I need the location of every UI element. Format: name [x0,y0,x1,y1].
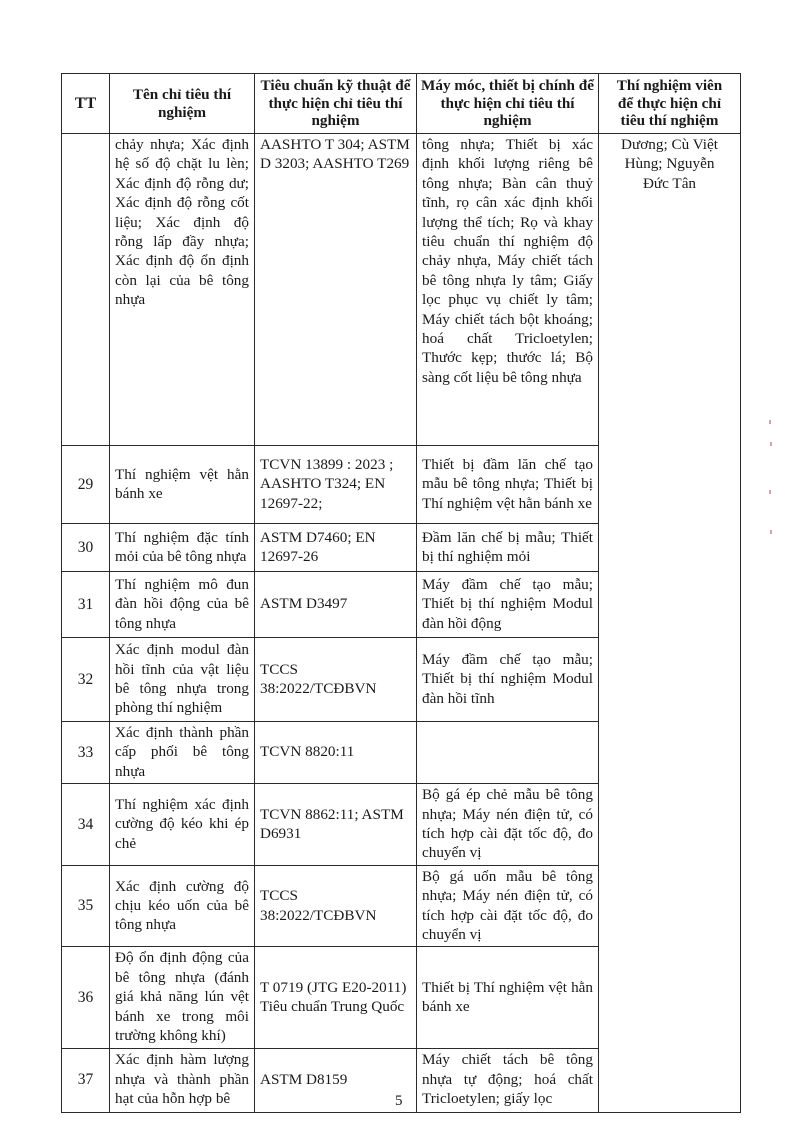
equipment: Thiết bị Thí nghiệm vệt hằn bánh xe [417,947,599,1048]
equipment: Bộ gá ép chẻ mẫu bê tông nhựa; Máy nén điện tử, có tích hợp cài đặt tốc độ, đo chuyển vị [417,784,599,866]
row-number: 33 [62,722,110,784]
row-number: 32 [62,638,110,722]
test-name: Thí nghiệm đặc tính mỏi của bê tông nhựa [110,524,255,572]
standard: ASTM D8159 [255,1048,417,1112]
equipment: Đầm lăn chế bị mẫu; Thiết bị thí nghiệm mỏi [417,524,599,572]
test-name: Xác định hàm lượng nhựa và thành phần hạt của hỗn hợp bê [110,1048,255,1112]
equipment: Máy đầm chế tạo mẫu; Thiết bị thí nghiệm Modul đàn hồi tĩnh [417,638,599,722]
row-number: 35 [62,865,110,947]
test-name: Xác định cường độ chịu kéo uốn của bê tông nhựa [110,865,255,947]
header-standard: Tiêu chuẩn kỹ thuật để thực hiện chỉ tiêu thí nghiệm [255,74,417,134]
row-number: 30 [62,524,110,572]
test-name: Thí nghiệm xác định cường độ kéo khi ép chẻ [110,784,255,866]
row-number: 36 [62,947,110,1048]
page-number: 5 [395,1093,403,1109]
test-name: Độ ổn định động của bê tông nhựa (đánh giá khả năng lún vệt bánh xe trong môi trường không khí) [110,947,255,1048]
test-name: Thí nghiệm vệt hằn bánh xe [110,446,255,524]
table-header-row [62,74,741,134]
equipment: Máy chiết tách bê tông nhựa tự động; hoá chất Tricloetylen; giấy lọc [417,1048,599,1112]
margin-specks [768,420,774,540]
test-name: Xác định modul đàn hồi tĩnh của vật liệu bê tông nhựa trong phòng thí nghiệm [110,638,255,722]
header-tt: TT [62,74,110,134]
equipment: Thiết bị đầm lăn chế tạo mẫu bê tông nhựa; Thiết bị Thí nghiệm vệt hằn bánh xe [417,446,599,524]
standard: ASTM D3497 [255,572,417,638]
standard: TCVN 13899 : 2023 ; AASHTO T324; EN 12697-22; [255,446,417,524]
standard: TCVN 8862:11; ASTM D6931 [255,784,417,866]
test-name: Xác định thành phần cấp phối bê tông nhựa [110,722,255,784]
equipment: Bộ gá uốn mẫu bê tông nhựa; Máy nén điện tử, có tích hợp cài đặt tốc độ, đo chuyển vị [417,865,599,947]
row-number [62,134,110,446]
row-number: 31 [62,572,110,638]
header-staff: Thí nghiệm viên để thực hiện chỉ tiêu thí nghiệm [599,74,741,134]
standard: TCCS 38:2022/TCĐBVN [255,638,417,722]
row-number: 37 [62,1048,110,1112]
staff: Dương; Cù Việt Hùng; Nguyễn Đức Tân [599,134,741,1113]
row-number: 34 [62,784,110,866]
equipment: tông nhựa; Thiết bị xác định khối lượng riêng bê tông nhựa; Bàn cân thuỷ tĩnh, rọ cân xác định khối lượng thể tích; Rọ và khay tiêu chuẩn thí nghiệm độ chảy nhựa, Máy chiết tách bê tông nhựa ly tâm; Giấy lọc phục vụ chiết ly tâm; Máy chiết tách bột khoáng; hoá chất Tricloetylen; Thước kẹp; thước lá; Bộ sàng cốt liệu bê tông nhựa [417,134,599,446]
standard: TCVN 8820:11 [255,722,417,784]
equipment [417,722,599,784]
row-number: 29 [62,446,110,524]
equipment: Máy đầm chế tạo mẫu; Thiết bị thí nghiệm Modul đàn hồi động [417,572,599,638]
standard: ASTM D7460; EN 12697-26 [255,524,417,572]
standard: T 0719 (JTG E20-2011) Tiêu chuẩn Trung Quốc [255,947,417,1048]
test-name: chảy nhựa; Xác định hệ số độ chặt lu lèn; Xác định độ rỗng dư; Xác định độ rỗng cốt liệu; Xác định độ rỗng lấp đầy nhựa; Xác định độ ổn định còn lại của bê tông nhựa [110,134,255,446]
test-criteria-table [61,73,741,1113]
table-row [62,134,741,446]
standard: TCCS 38:2022/TCĐBVN [255,865,417,947]
test-name: Thí nghiệm mô đun đàn hồi động của bê tông nhựa [110,572,255,638]
header-test-name: Tên chỉ tiêu thí nghiệm [110,74,255,134]
standard: AASHTO T 304; ASTM D 3203; AASHTO T269 [255,134,417,446]
header-equipment: Máy móc, thiết bị chính để thực hiện chỉ tiêu thí nghiệm [417,74,599,134]
